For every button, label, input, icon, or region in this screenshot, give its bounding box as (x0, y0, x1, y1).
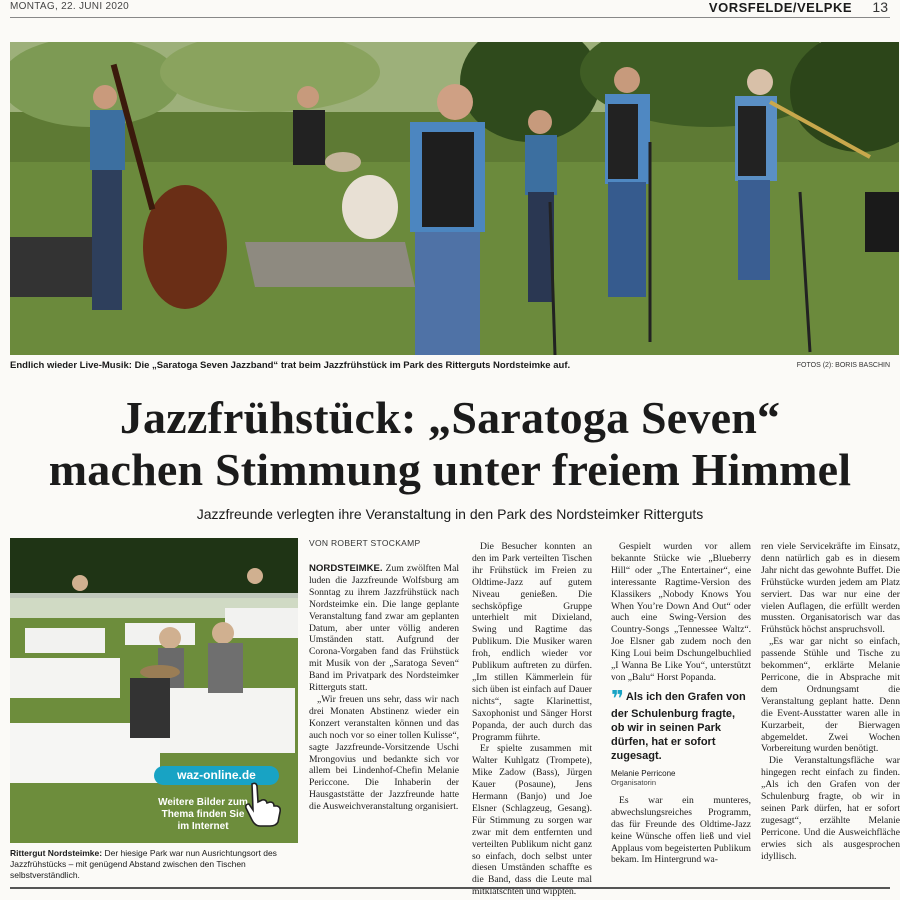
page-number: 13 (872, 0, 888, 15)
paragraph: Es war ein munteres, abwechslungsreiches Programm, das für Freunde des Oldtime-Jazz keine Wünsche offen ließ und viel Applaus vom begeisterten Publikum bekam. Im Hintergrund wa- (611, 794, 751, 866)
paragraph: „Wir freuen uns sehr, dass wir nach drei Monaten Abstinenz wieder ein Konzert veranstalten können und das auch noch vor so einer tollen Kulisse“, sagte Jazzfreunde-Vorsitzende Uschi Mrongovius und bedankte sich vor allem bei Lindenhof-Chefin Melanie Periccone. Die Inhaberin der Hausgaststätte der Jazzfreunde hatte die Ausweichveranstaltung organisiert. (309, 693, 459, 813)
section-title: VORSFELDE/VELPKE (708, 0, 852, 15)
article-column-2 (472, 541, 592, 898)
paragraph: Die Besucher konnten an den im Park verteilten Tischen ihr Frühstück im Freien zu Oldtime-Jazz auf gutem Niveau genießen. Die sechsköpfige Gruppe unterhielt mit Dixieland, Swing und Ragtime das Publikum. Die Musiker waren froh, endlich wieder vor Publikum auftreten zu dürfen. „Im stillen Kämmerlein für sich üben ist einfach auf Dauer nichts“, sagte Klarinettist, Saxophonist und Sänger Horst Popanda, der auch durch das Programm führte. (472, 541, 592, 743)
main-photo-caption: Endlich wieder Live-Musik: Die „Saratoga Seven Jazzband“ trat beim Jazzfrühstück im Park des Ritterguts Nordsteimke auf. (10, 360, 571, 371)
paragraph: Gespielt wurden vor allem bekannte Stücke wie „Blueberry Hill“ oder „The Entertainer“, eine interessante Ragtime-Version des Klassikers „Nobody Knows You When You’re Down And Out“ oder auch eine Swing-Version des Country-Songs „Tennessee Waltz“. Joe Elsner gab zudem noch den King Loui beim Dschungelbuchlied „I Wanna Be Like You“, unterstützt von „Balu“ Horst Popanda. (611, 541, 751, 683)
headline (0, 392, 900, 496)
caption-text: Der hiesige Park war nun Ausrichtungsort des Jazzfrühstücks – mit genügend Abstand zwischen den Tischen selbstverständlich. (10, 848, 277, 880)
band-photo-illustration (10, 42, 899, 355)
website-badge[interactable]: waz-online.de (154, 766, 279, 785)
paragraph: „Es war gar nicht so einfach, passende Stühle und Tische zu bekommen“, erklärte Melanie Perricone, die in Absprache mit dem Ordnungsamt die Veranstaltung geplant hatte. Denn die Event-Ausstatter waren alle in Kurzarbeit, der Bierwagen abgemeldet. Zwei Wochen Vorbereitung wurden benötigt. (761, 636, 900, 755)
pull-quote (611, 686, 751, 763)
article-column-4 (761, 541, 900, 862)
article-column-1 (309, 563, 459, 813)
paragraph: Er spielte zusammen mit Walter Kuhlgatz (Trompete), Mike Zadow (Bass), Jürgen Kauer (Posaune), Jens Hermann (Banjo) und Joe Elsner (Schlagzeug, Gesang). Für Stimmung zu sorgen war zwar mit dem entfernten und verteilten Publikum nicht ganz so einfach, doch selbst unter diesen Umständen schaffte es die Band, dass die Leute mal mitklatschten und wippten. (472, 743, 592, 898)
photo-credit: FOTOS (2): BORIS BASCHIN (796, 362, 890, 369)
paragraph: Die Veranstaltungsfläche war hingegen recht einfach zu finden. „Als ich den Grafen von der Schulenburg fragte, ob wir in seinen Park dürfen, hat er sofort zugesagt“, erzählte Melanie Perricone. Und die Ausweichfläche erwies sich als ausgesprochen idyllisch. (761, 755, 900, 862)
caption-lead: Rittergut Nordsteimke: (10, 848, 103, 858)
article-column-3 (611, 541, 751, 866)
byline: VON ROBERT STOCKAMP (309, 538, 421, 548)
paragraph (309, 563, 459, 694)
headline-line-1: Jazzfrühstück: „Saratoga Seven“ (119, 392, 781, 443)
dateline: NORDSTEIMKE. (309, 563, 383, 574)
quote-role: Organisatorin (611, 777, 657, 787)
website-badge-note: Weitere Bilder zum Thema finden Sie im Internet (158, 797, 248, 832)
issue-date: MONTAG, 22. JUNI 2020 (10, 1, 129, 12)
headline-line-2: machen Stimmung unter freiem Himmel (48, 444, 852, 495)
bottom-rule (10, 887, 890, 889)
band-photo (10, 42, 899, 355)
header-rule (10, 17, 890, 18)
guests-photo-caption (10, 848, 300, 881)
quote-author: Melanie Perricone (611, 768, 676, 778)
quote-mark-icon: ❞ (611, 686, 624, 712)
subheadline: Jazzfreunde verlegten ihre Veranstaltung in den Park des Nordsteimker Ritterguts (196, 506, 704, 522)
pointing-hand-icon (240, 780, 285, 828)
paragraph-text: Zum zwölften Mal luden die Jazzfreunde Wolfsburg am Sonntag zu ihrem Jazzfrühstück nach Nordsteimke ein. Die lange geplante Veranstaltung fand zwar am geplanten Datum, aber unter völlig anderen Umständen statt. Aufgrund der Corona-Vorgaben fand das Frühstück mit Musik von der „Saratoga Seven“ Band im Privatpark des Nordsteimker Ritterguts statt. (309, 563, 460, 694)
pull-quote-text: Als ich den Grafen von der Schulenburg fragte, ob wir in seinen Park dürfen, hat er sofort zugesagt. (611, 690, 746, 762)
paragraph: ren viele Servicekräfte im Einsatz, denn natürlich gab es in diesem Jahr nicht das gewohnte Buffet. Die Frühstücke wurden jedem am Platz serviert. Das war nur eine der vielen Auflagen, die erfüllt werden mussten. Organisatorisch war das Frühstück höchst anspruchsvoll. (761, 541, 900, 636)
